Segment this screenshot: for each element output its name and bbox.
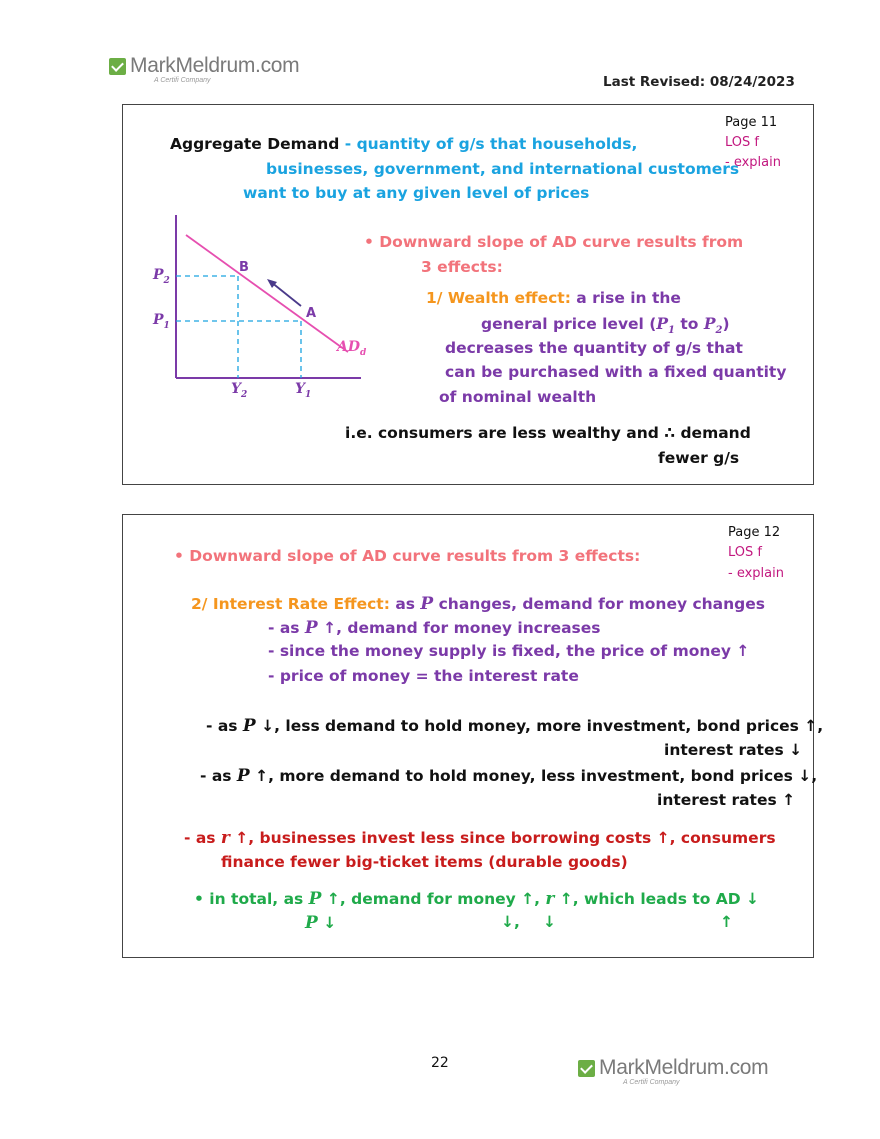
p-down-line-2: interest rates ↓ <box>664 741 803 759</box>
logo-brand: MarkMeldrum.com <box>599 1056 769 1079</box>
ad-term: Aggregate Demand <box>170 135 340 153</box>
slide-page-12 <box>122 514 824 958</box>
interest-rate-line-2: - as P ↑, demand for money increases <box>268 618 601 638</box>
ad-definition-line-2: businesses, government, and international customers <box>266 160 740 178</box>
point-b: B <box>239 260 249 275</box>
label-p2: $P_2$ <box>153 267 170 286</box>
logo-brand: MarkMeldrum.com <box>130 54 300 77</box>
last-revised: Last Revised: 08/24/2023 <box>603 74 795 90</box>
slide-page-11 <box>122 104 814 485</box>
ad-definition-line-1: Aggregate Demand - quantity of g/s that households, <box>170 135 638 153</box>
explain-ref: - explain <box>728 566 784 581</box>
wealth-effect-line-2: general price level ($P_1$ to $P_2$) <box>481 314 730 337</box>
point-a: A <box>306 306 317 321</box>
interest-rate-line-4: - price of money = the interest rate <box>268 667 579 685</box>
wealth-effect-line-1: 1/ Wealth effect: a rise in the <box>426 289 681 307</box>
p-down-line-1: - as P ↓, less demand to hold money, more investment, bond prices ↑, <box>206 716 824 736</box>
logo-subtitle: A Certifi Company <box>154 77 211 84</box>
company-logo <box>109 55 299 84</box>
label-y2: $Y_2$ <box>231 381 248 400</box>
wealth-effect-line-4: can be purchased with a fixed quantity <box>445 363 787 381</box>
label-y1: $Y_1$ <box>295 381 312 400</box>
bullet-downward-slope: • Downward slope of AD curve results from 3 effects: <box>174 547 641 565</box>
ie-note-line-1: i.e. consumers are less wealthy and ∴ demand <box>345 424 751 442</box>
wealth-effect-heading: 1/ Wealth effect: <box>426 289 571 307</box>
page-ref: Page 12 <box>728 525 781 540</box>
ad-curve <box>186 235 348 352</box>
movement-arrow <box>271 282 301 306</box>
r-up-line-2: finance fewer big-ticket items (durable goods) <box>221 853 628 871</box>
wealth-effect-line-5: of nominal wealth <box>439 388 597 406</box>
total-line-1: • in total, as P ↑, demand for money ↑, r ↑, which leads to AD ↓ <box>194 889 760 909</box>
page-ref: Page 11 <box>725 115 778 130</box>
explain-ref: - explain <box>725 155 781 170</box>
ad-curve-label: $AD_d$ <box>337 339 367 358</box>
interest-rate-line-1: 2/ Interest Rate Effect: as P changes, demand for money changes <box>191 594 766 614</box>
total-line-2-mid: ↓, <box>501 913 520 931</box>
logo-subtitle: A Certifi Company <box>623 1079 680 1086</box>
footer-logo <box>578 1057 768 1086</box>
total-line-2-r: ↓ <box>543 913 556 931</box>
total-line-2-p: P ↓ <box>305 913 337 933</box>
bullet-downward-slope: • Downward slope of AD curve results from <box>364 233 744 251</box>
interest-rate-line-3: - since the money supply is fixed, the price of money ↑ <box>268 642 750 660</box>
los-ref: LOS f <box>725 135 759 150</box>
label-p1: $P_1$ <box>153 312 170 331</box>
ad-definition-line-3: want to buy at any given level of prices <box>243 184 590 202</box>
p-up-line-1: - as P ↑, more demand to hold money, less investment, bond prices ↓, <box>200 766 818 786</box>
total-line-2-end: ↑ <box>720 913 733 931</box>
wealth-effect-line-3: decreases the quantity of g/s that <box>445 339 743 357</box>
interest-rate-heading: 2/ Interest Rate Effect: <box>191 595 390 613</box>
ie-note-line-2: fewer g/s <box>658 449 740 467</box>
ad-curve-graph <box>143 210 373 400</box>
check-logo-icon <box>109 58 126 75</box>
bullet-three-effects: 3 effects: <box>421 258 503 276</box>
check-logo-icon <box>578 1060 595 1077</box>
r-up-line-1: - as r ↑, businesses invest less since borrowing costs ↑, consumers <box>184 828 776 848</box>
p-up-line-2: interest rates ↑ <box>657 791 796 809</box>
page-number: 22 <box>431 1055 449 1071</box>
los-ref: LOS f <box>728 545 762 560</box>
